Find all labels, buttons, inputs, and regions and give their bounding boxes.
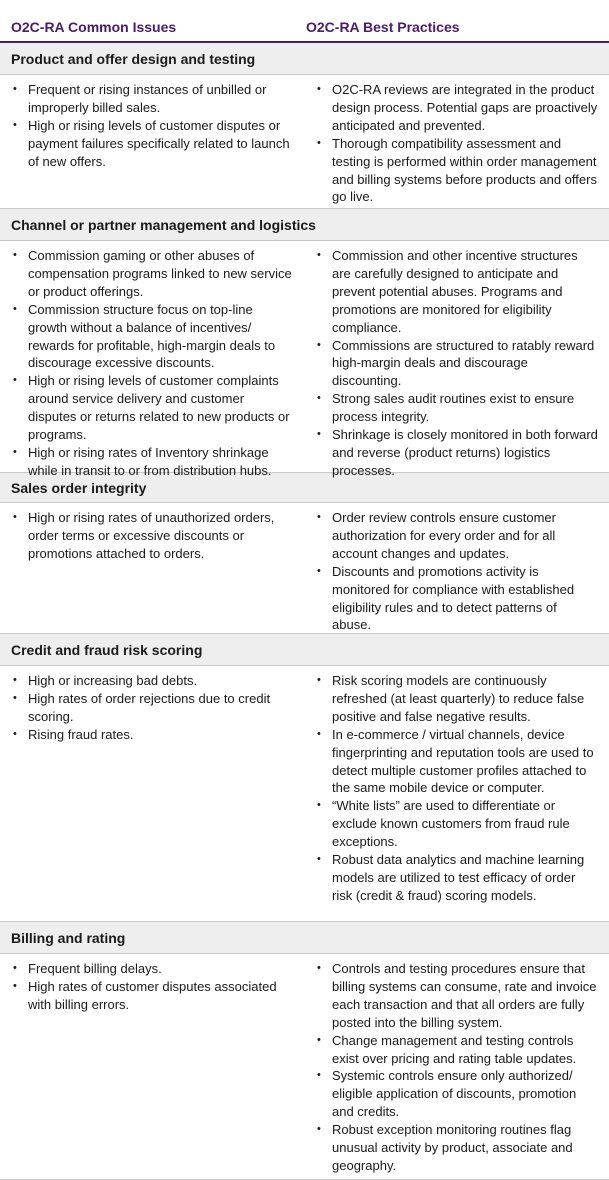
section-row-sales-order xyxy=(0,503,609,634)
section-heading-sales-order: Sales order integrity xyxy=(0,473,609,503)
common-issues-cell xyxy=(0,503,304,633)
practice-item: • Systemic controls ensure only authorized/ eligible application of discounts, promotion and credits. xyxy=(315,1067,599,1121)
common-issues-cell xyxy=(0,666,304,921)
best-practices-cell xyxy=(304,666,609,921)
section-row-credit-fraud xyxy=(0,666,609,922)
issue-item: • High rates of customer disputes associated with billing errors. xyxy=(11,978,294,1014)
section-heading-channel-partner: Channel or partner management and logistics xyxy=(0,209,609,241)
best-practices-cell xyxy=(304,241,609,478)
issue-item: • Commission gaming or other abuses of compensation programs linked to new service or product offerings. xyxy=(11,247,294,301)
issue-item: • Rising fraud rates. xyxy=(11,726,294,744)
section-row-billing-rating xyxy=(0,954,609,1180)
common-issues-cell xyxy=(0,954,304,1179)
issue-item: • High or rising rates of Inventory shrinkage while in transit to or from distribution hubs. xyxy=(11,444,294,480)
practice-item: • “White lists” are used to differentiate or exclude known customers from fraud rule exceptions. xyxy=(315,797,599,851)
best-practices-cell xyxy=(304,75,609,208)
practice-item: • In e-commerce / virtual channels, device fingerprinting and reputation tools are used to detect multiple customer profiles attached to the same mobile device or computer. xyxy=(315,726,599,798)
practice-item: • Change management and testing controls exist over pricing and rating table updates. xyxy=(315,1032,599,1068)
common-issues-heading: O2C-RA Common Issues xyxy=(11,19,177,35)
practice-item: • Risk scoring models are continuously refreshed (at least quarterly) to reduce false positive and false negative results. xyxy=(315,672,599,726)
issue-item: • Commission structure focus on top-line growth without a balance of incentives/ rewards for profitable, high-margin deals to discourage excessive discounts. xyxy=(11,301,294,373)
practice-item: • Strong sales audit routines exist to ensure process integrity. xyxy=(315,390,599,426)
section-heading-credit-fraud: Credit and fraud risk scoring xyxy=(0,634,609,666)
table-header xyxy=(0,0,609,43)
issue-item: • High or rising levels of customer complaints around service delivery and customer disputes or returns related to new products or programs. xyxy=(11,372,294,444)
practice-item: • O2C-RA reviews are integrated in the product design process. Potential gaps are proactively anticipated and prevented. xyxy=(315,81,599,135)
practice-item: • Commission and other incentive structures are carefully designed to anticipate and prevent potential abuses. Programs and promotions are monitored for eligibility compliance. xyxy=(315,247,599,337)
issue-item: • High rates of order rejections due to credit scoring. xyxy=(11,690,294,726)
issue-item: • High or increasing bad debts. xyxy=(11,672,294,690)
issue-item: • Frequent or rising instances of unbilled or improperly billed sales. xyxy=(11,81,294,117)
common-issues-cell xyxy=(0,75,304,208)
practice-item: • Shrinkage is closely monitored in both forward and reverse (product returns) logistics processes. xyxy=(315,426,599,480)
practice-item: • Commissions are structured to ratably reward high-margin deals and discourage discounting. xyxy=(315,337,599,391)
practice-item: • Discounts and promotions activity is monitored for compliance with established eligibility rules and to detect patterns of abuse. xyxy=(315,563,599,635)
common-issues-cell xyxy=(0,241,304,478)
section-row-product-offer xyxy=(0,75,609,209)
section-heading-billing-rating: Billing and rating xyxy=(0,922,609,954)
best-practices-cell xyxy=(304,954,609,1179)
section-row-channel-partner xyxy=(0,241,609,478)
practice-item: • Robust data analytics and machine learning models are utilized to test efficacy of order risk (credit & fraud) scoring models. xyxy=(315,851,599,905)
practice-item: • Thorough compatibility assessment and testing is performed within order management and billing systems before products and offers go live. xyxy=(315,135,599,207)
practice-item: • Robust exception monitoring routines flag unusual activity by product, associate and geography. xyxy=(315,1121,599,1175)
issue-item: • High or rising rates of unauthorized orders, order terms or excessive discounts or promotions attached to orders. xyxy=(11,509,294,563)
issue-item: • High or rising levels of customer disputes or payment failures specifically related to launch of new offers. xyxy=(11,117,294,171)
practice-item: • Controls and testing procedures ensure that billing systems can consume, rate and invoice each transaction and that all orders are fully posted into the billing system. xyxy=(315,960,599,1032)
issue-item: • Frequent billing delays. xyxy=(11,960,294,978)
practice-item: • Order review controls ensure customer authorization for every order and for all account changes and updates. xyxy=(315,509,599,563)
section-heading-product-offer: Product and offer design and testing xyxy=(0,43,609,75)
best-practices-heading: O2C-RA Best Practices xyxy=(306,19,460,35)
best-practices-cell xyxy=(304,503,609,633)
